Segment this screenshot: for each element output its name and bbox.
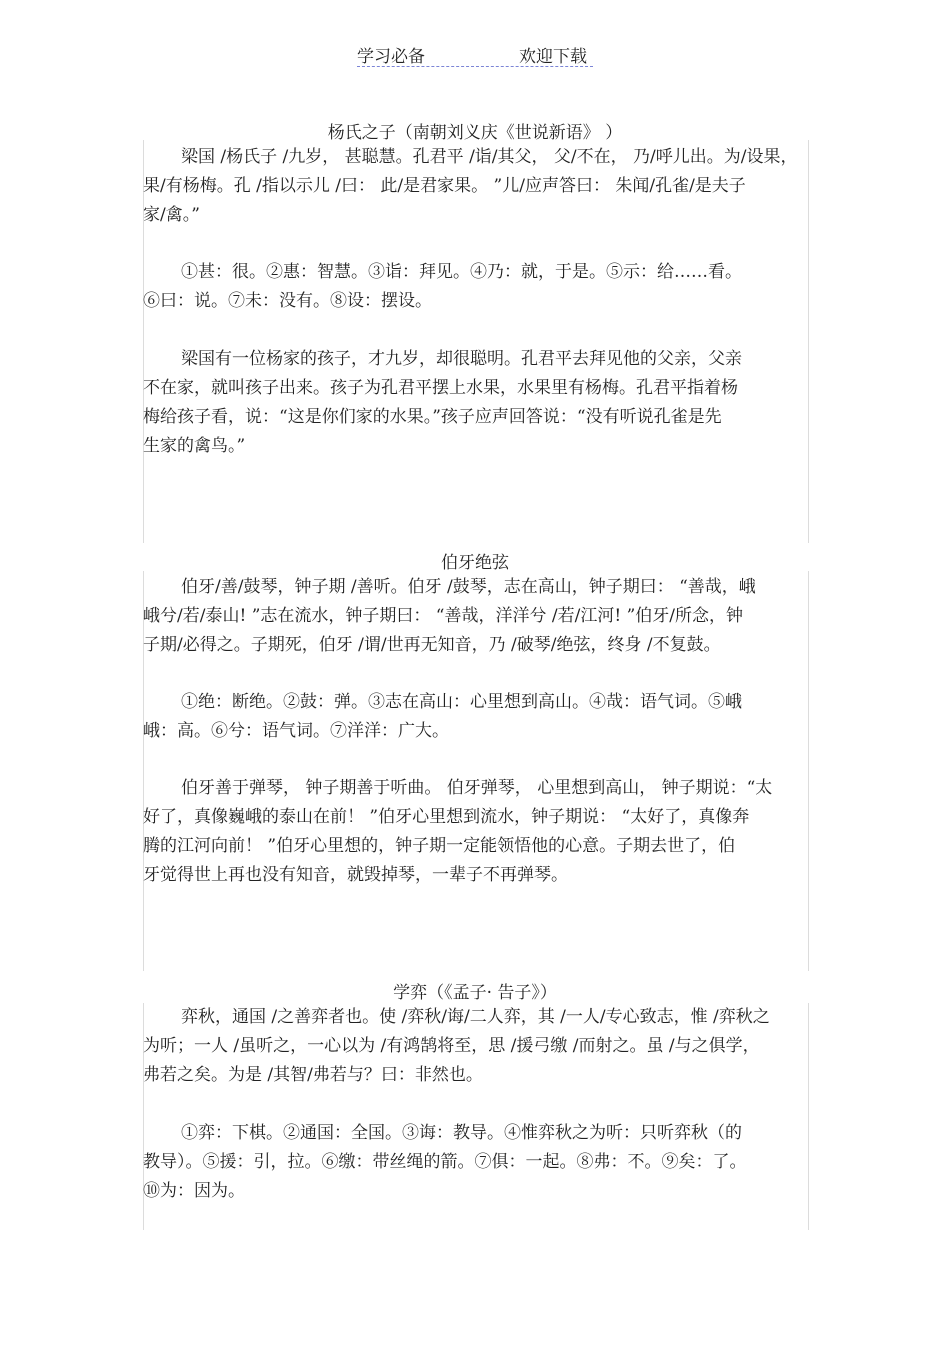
text-line: 教导）。⑤援：引，拉。⑥缴：带丝绳的箭。⑦俱：一起。⑧弗：不。⑨矣：了。: [143, 1152, 747, 1172]
original-text-3: [143, 1003, 807, 1090]
notes-3: [143, 1119, 807, 1206]
notes-2: [143, 688, 807, 746]
text-line: 梁国 /杨氏子 /九岁， 甚聪慧。孔君平 /诣/其父， 父/不在， 乃/呼儿出。为/设果，: [181, 147, 798, 167]
section-title-2: 伯牙绝弦: [441, 553, 509, 573]
text-line: 梅给孩子看，说：“这是你们家的水果。”孩子应声回答说：“没有听说孔雀是先: [143, 407, 722, 427]
text-line: 子期/必得之。子期死，伯牙 /谓/世再无知音，乃 /破琴/绝弦，终身 /不复鼓。: [143, 635, 721, 655]
text-line: 家/禽。”: [143, 205, 200, 225]
text-line: 腾的江河向前！ ”伯牙心里想的，钟子期一定能领悟他的心意。子期去世了，伯: [143, 836, 736, 856]
text-line: 伯牙善于弹琴， 钟子期善于听曲。 伯牙弹琴， 心里想到高山， 钟子期说：“太: [181, 778, 773, 798]
page-header: [357, 40, 593, 67]
text-line: 果/有杨梅。孔 /指以示儿 /曰： 此/是君家果。 ”儿/应声答曰： 朱闻/孔雀/是夫子: [143, 176, 746, 196]
original-text-1: [143, 143, 807, 230]
translation-2: [143, 774, 807, 890]
text-line: ①绝：断绝。②鼓：弹。③志在高山：心里想到高山。④哉：语气词。⑤峨: [181, 692, 742, 712]
text-line: 弈秋，通国 /之善弈者也。使 /弈秋/诲/二人弈，其 /一人/专心致志，惟 /弈秋之: [181, 1007, 770, 1027]
text-line: ①甚：很。②惠：智慧。③诣：拜见。④乃：就，于是。⑤示：给……看。: [181, 262, 742, 282]
text-line: ①弈：下棋。②通国：全国。③诲：教导。④惟弈秋之为听：只听弈秋（的: [181, 1123, 742, 1143]
text-line: 为听；一人 /虽听之，一心以为 /有鸿鹄将至，思 /援弓缴 /而射之。虽 /与之俱学，: [143, 1036, 760, 1056]
notes-1: [143, 258, 807, 316]
text-line: 不在家，就叫孩子出来。孩子为孔君平摆上水果，水果里有杨梅。孔君平指着杨: [143, 378, 738, 398]
text-line: 伯牙/善/鼓琴，钟子期 /善听。伯牙 /鼓琴，志在高山，钟子期曰： “善哉，峨: [181, 577, 756, 597]
text-line: ⑩为：因为。: [143, 1181, 245, 1201]
text-line: ⑥曰：说。⑦未：没有。⑧设：摆设。: [143, 291, 432, 311]
text-line: 峨兮/若/泰山! ”志在流水，钟子期曰： “善哉，洋洋兮 /若/江河! ”伯牙/所念，钟: [143, 606, 743, 626]
text-line: 好了，真像巍峨的泰山在前！ ”伯牙心里想到流水，钟子期说： “太好了，真像奔: [143, 807, 750, 827]
text-line: 生家的禽鸟。”: [143, 436, 246, 456]
section-title-3: 学弈（《孟子· 告子》）: [393, 983, 557, 1003]
header-right-text: 欢迎下载: [519, 47, 587, 67]
header-left-text: 学习必备: [357, 47, 425, 67]
text-line: 峨：高。⑥兮：语气词。⑦洋洋：广大。: [143, 721, 449, 741]
original-text-2: [143, 573, 807, 660]
text-line: 梁国有一位杨家的孩子，才九岁，却很聪明。孔君平去拜见他的父亲，父亲: [181, 349, 742, 369]
text-line: 牙觉得世上再也没有知音，就毁掉琴，一辈子不再弹琴。: [143, 865, 568, 885]
translation-1: [143, 345, 807, 461]
text-line: 弗若之矣。为是 /其智/弗若与？曰：非然也。: [143, 1065, 483, 1085]
section-title-1: 杨氏之子（南朝刘义庆《世说新语》 ）: [327, 123, 623, 143]
